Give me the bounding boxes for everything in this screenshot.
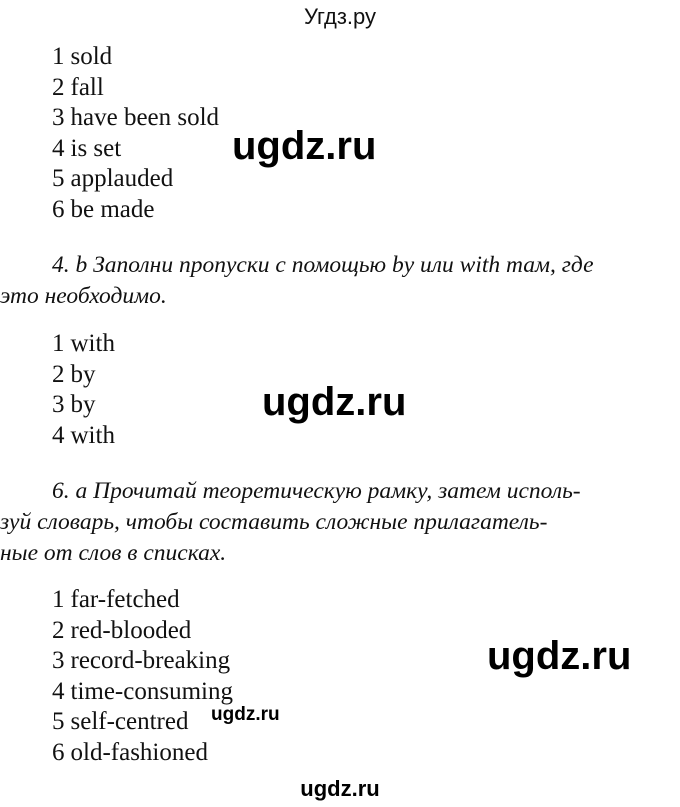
answer-item <box>52 585 233 616</box>
answer-item <box>52 707 233 738</box>
watermark: ugdz.ru <box>232 124 377 168</box>
answer-item <box>52 738 233 769</box>
answer-item <box>52 646 233 677</box>
answer-text: fall <box>70 73 104 101</box>
answer-number: 3 <box>52 104 65 131</box>
answer-number: 4 <box>52 421 65 449</box>
answer-number: 4 <box>52 134 65 162</box>
answer-item <box>52 195 219 226</box>
answer-item <box>52 42 219 73</box>
answer-text: record-breaking <box>70 647 231 674</box>
answer-number: 1 <box>52 330 65 357</box>
answer-text: with <box>70 421 115 449</box>
answer-text: far-fetched <box>70 586 180 613</box>
answer-item <box>52 677 233 708</box>
watermark: ugdz.ru <box>211 704 280 725</box>
task-heading-4b <box>0 250 616 312</box>
answer-text: old-fashioned <box>70 738 208 766</box>
answer-text: by <box>70 391 96 418</box>
answer-text: be made <box>70 195 155 223</box>
task-line: ные от слов в списках. <box>0 540 227 566</box>
answer-number: 5 <box>52 708 65 735</box>
answer-item <box>52 616 233 647</box>
answer-list-2 <box>52 329 115 451</box>
answer-item <box>52 421 115 452</box>
page-header: Угдз.ру <box>303 4 377 29</box>
answer-text: have been sold <box>70 104 220 131</box>
answer-text: sold <box>70 43 113 70</box>
answer-list-1 <box>52 42 219 225</box>
answer-number: 1 <box>52 586 65 613</box>
answer-text: applauded <box>70 165 174 192</box>
footer-watermark: ugdz.ru <box>300 776 380 801</box>
task-heading-6a <box>0 476 658 569</box>
answer-item <box>52 390 115 421</box>
answer-number: 5 <box>52 165 65 192</box>
answer-text: time-consuming <box>70 677 233 705</box>
task-line: 4. b Заполни пропуски с помощью by или with там, где <box>52 252 594 278</box>
answer-number: 3 <box>52 391 65 418</box>
answer-text: is set <box>70 134 122 162</box>
answer-text: self-centred <box>70 708 189 735</box>
watermark: ugdz.ru <box>262 380 407 424</box>
answer-list-3 <box>52 585 233 768</box>
answer-item <box>52 134 219 165</box>
answer-text: by <box>70 360 96 388</box>
task-line: зуй словарь, чтобы составить сложные прилагатель- <box>0 509 548 535</box>
watermark: ugdz.ru <box>487 634 632 678</box>
task-line: 6. a Прочитай теоретическую рамку, затем исполь- <box>52 478 581 504</box>
answer-number: 1 <box>52 43 65 70</box>
answer-number: 2 <box>52 360 65 388</box>
task-line: это необходимо. <box>0 283 167 309</box>
answer-item <box>52 103 219 134</box>
answer-number: 2 <box>52 616 65 644</box>
answer-number: 6 <box>52 195 65 223</box>
answer-number: 3 <box>52 647 65 674</box>
answer-number: 6 <box>52 738 65 766</box>
answer-text: with <box>70 330 115 357</box>
answer-item <box>52 329 115 360</box>
answer-number: 4 <box>52 677 65 705</box>
answer-item <box>52 164 219 195</box>
answer-item <box>52 360 115 391</box>
answer-text: red-blooded <box>70 616 192 644</box>
answer-item <box>52 73 219 104</box>
answer-number: 2 <box>52 73 65 101</box>
